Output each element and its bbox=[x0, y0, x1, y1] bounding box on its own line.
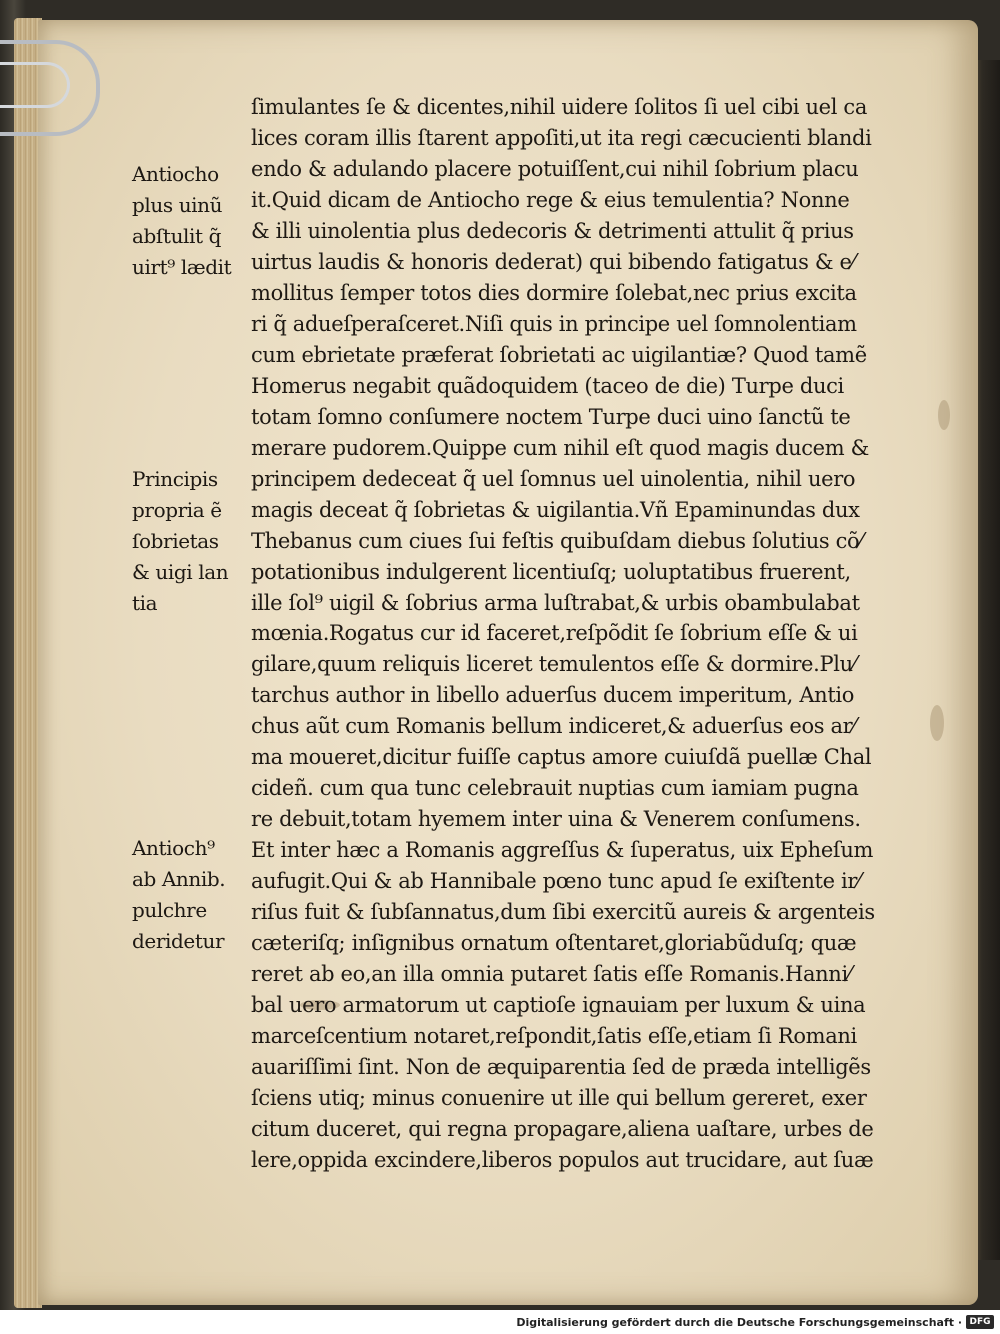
text-line: principem dedeceat q̃ uel ſomnus uel uinolentia, nihil uero bbox=[251, 466, 856, 491]
marginal-note-antiochus-hannibal bbox=[132, 833, 225, 957]
marginal-line: Antioch⁹ bbox=[132, 836, 215, 860]
funding-credit: Digitalisierung gefördert durch die Deutsche Forschungsgemeinschaft · bbox=[516, 1316, 962, 1329]
text-line: mœnia.Rogatus cur id faceret,reſpõdit ſe ſobrium eſſe & ui bbox=[251, 621, 858, 646]
text-line: re debuit,totam hyemem inter uina & Venerem conſumens. bbox=[251, 807, 861, 832]
text-line: bal uero armatorum ut captioſe ignauiam per luxum & uina bbox=[251, 993, 866, 1018]
text-line: merare pudorem.Quippe cum nihil eſt quod magis ducem & bbox=[251, 435, 869, 460]
text-line: ſciens utiq; minus conuenire ut ille qui bellum gereret, exer bbox=[251, 1086, 867, 1110]
text-line: marceſcentium notaret,reſpondit,ſatis eſſe,etiam ſi Romani bbox=[251, 1024, 857, 1049]
marginal-line: tia bbox=[132, 591, 158, 615]
text-line: tarchus author in libello aduerſus ducem imperitum, Antio bbox=[251, 683, 855, 708]
page-notch bbox=[930, 705, 944, 741]
text-line: reret ab eo,an illa omnia putaret ſatis eſſe Romanis.Hanni⁄ bbox=[251, 962, 852, 987]
main-text-block bbox=[251, 92, 903, 1176]
marginal-line: deridetur bbox=[132, 929, 225, 953]
text-line: ri q̃ adueſperaſceret.Niſi quis in principe uel ſomnolentiam bbox=[251, 311, 857, 336]
text-line: cæteriſq; inſignibus ornatum oſtentaret,gloriabũduſq; quæ bbox=[251, 931, 857, 956]
marginal-line: uirt⁹ lædit bbox=[132, 255, 232, 279]
marginal-line: & uigi lan bbox=[132, 560, 229, 584]
dfg-logo: DFG bbox=[966, 1315, 994, 1329]
paper-clip-inner bbox=[0, 62, 70, 108]
marginal-line: plus uinũ bbox=[132, 193, 223, 217]
text-line: Et inter hæc a Romanis aggreſſus & ſuperatus, uix Epheſum bbox=[251, 838, 874, 863]
text-line: lere,oppida excindere,liberos populos aut trucidare, aut ſuæ bbox=[251, 1147, 874, 1172]
text-line: cum ebrietate præferat ſobrietati ac uigilantiæ? Quod tamẽ bbox=[251, 342, 867, 367]
marginal-line: Antiocho bbox=[132, 162, 219, 186]
text-line: cideñ. cum qua tunc celebrauit nuptias cum iamiam pugna bbox=[251, 776, 859, 801]
text-line: ma moueret,dicitur fuiſſe captus amore cuiuſdã puellæ Chal bbox=[251, 745, 872, 770]
text-line: citum duceret, qui regna propagare,aliena uaſtare, urbes de bbox=[251, 1116, 874, 1141]
text-line: ille ſol⁹ uigil & ſobrius arma luſtrabat,& urbis obambulabat bbox=[251, 590, 860, 615]
marginal-line: ſobrietas bbox=[132, 529, 219, 553]
text-line: aufugit.Qui & ab Hannibale pœno tunc apud ſe exiſtente ir⁄ bbox=[251, 869, 861, 894]
text-line: uirtus laudis & honoris dederat) qui bibendo fatigatus & e⁄ bbox=[251, 249, 855, 274]
text-line: chus aũt cum Romanis bellum indiceret,& aduerſus eos ar⁄ bbox=[251, 714, 856, 739]
text-line: potationibus indulgerent licentiuſq; uoluptatibus fruerent, bbox=[251, 559, 851, 584]
text-line: Thebanus cum ciues ſui feſtis quibuſdam diebus ſolutius cõ⁄ bbox=[251, 528, 863, 553]
text-line: auariſſimi ſint. Non de æquiparentia ſed de præda intelligẽs bbox=[251, 1055, 871, 1080]
marginal-line: pulchre bbox=[132, 898, 207, 922]
text-line: it.Quid dicam de Antiocho rege & eius temulentia? Nonne bbox=[251, 187, 850, 212]
text-line: gilare,quum reliquis liceret temulentos eſſe & dormire.Plu⁄ bbox=[251, 652, 856, 677]
marginal-line: propria ẽ bbox=[132, 498, 222, 522]
marginal-line: abſtulit q̃ bbox=[132, 224, 222, 248]
text-line: riſus fuit & ſubſannatus,dum ſibi exercitũ aureis & argenteis bbox=[251, 900, 875, 925]
text-line: Homerus negabit quãdoquidem (taceo de die) Turpe duci bbox=[251, 373, 844, 398]
marginal-note-principis bbox=[132, 464, 228, 619]
marginal-line: Principis bbox=[132, 467, 218, 491]
text-line: lices coram illis ſtarent appoſiti,ut ita regi cæcucienti blandi bbox=[251, 125, 872, 150]
text-line: & illi uinolentia plus dedecoris & detrimenti attulit q̃ prius bbox=[251, 218, 854, 243]
text-line: mollitus ſemper totos dies dormire ſolebat,nec prius excita bbox=[251, 280, 857, 305]
marginal-note-antiochus bbox=[132, 159, 231, 283]
text-line: totam ſomno conſumere noctem Turpe duci uino ſanctũ te bbox=[251, 404, 851, 429]
text-line: endo & adulando placere potuiſſent,cui nihil ſobrium placu bbox=[251, 156, 859, 181]
text-line: magis deceat q̃ ſobrietas & uigilantia.Vñ Epaminundas dux bbox=[251, 497, 860, 522]
page-notch bbox=[938, 400, 950, 430]
text-line: ſimulantes ſe & dicentes,nihil uidere ſolitos ſi uel cibi uel ca bbox=[251, 95, 867, 119]
marginal-line: ab Annib. bbox=[132, 867, 226, 891]
